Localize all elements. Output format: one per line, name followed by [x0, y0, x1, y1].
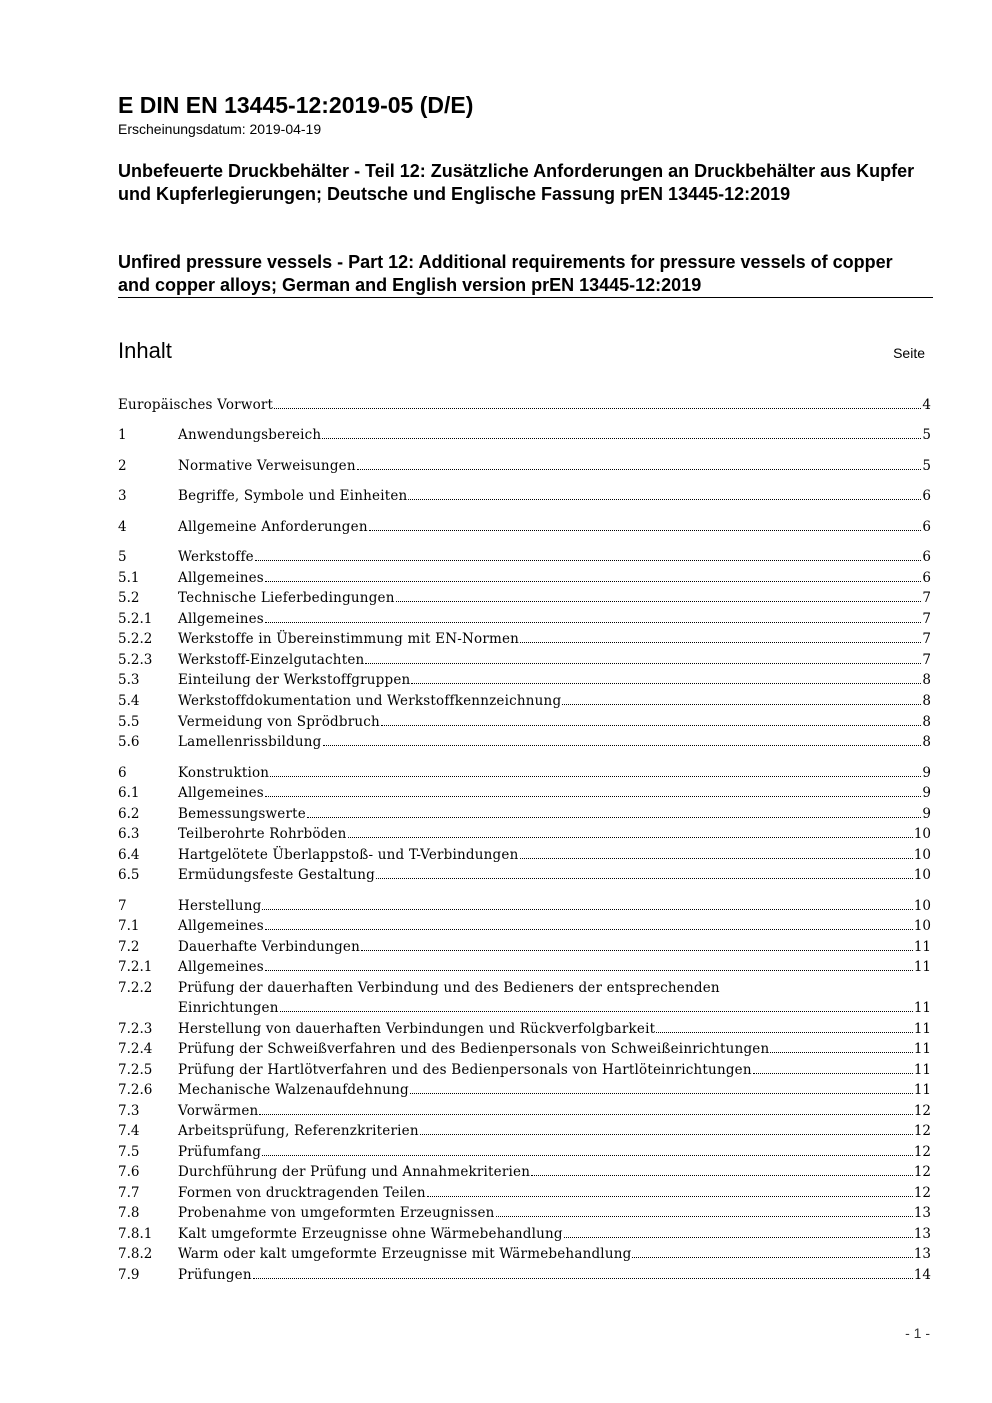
toc-entry-page: 7	[922, 631, 931, 647]
toc-leader-dots	[520, 631, 921, 643]
toc-entry-page: 6	[922, 488, 931, 504]
toc-entry-number: 3	[118, 488, 127, 504]
toc-entry-title: Vorwärmen	[178, 1103, 259, 1119]
toc-entry-number: 7.2.1	[118, 959, 153, 975]
toc-entry-title: Europäisches Vorwort	[118, 397, 274, 413]
toc-entry[interactable]	[118, 691, 931, 711]
toc-entry-page: 4	[922, 397, 931, 413]
toc-entry-page: 9	[922, 765, 931, 781]
toc-entry-continuation[interactable]	[118, 998, 931, 1018]
toc-entry[interactable]	[118, 763, 931, 783]
toc-entry-number: 7.1	[118, 918, 140, 934]
toc-entry-title: Herstellung von dauerhaften Verbindungen und Rückverfolgbarkeit	[178, 1021, 656, 1037]
toc-leader-dots	[255, 549, 922, 561]
toc-entry-title: Allgemeines	[178, 959, 264, 975]
toc-leader-dots	[323, 734, 922, 746]
toc-entry-number: 7.8.2	[118, 1246, 153, 1262]
subtitle-german: Unbefeuerte Druckbehälter - Teil 12: Zusätzliche Anforderungen an Druckbehälter aus Kupfer und Kupferlegierungen; Deutsche und Englische Fassung prEN 13445-12:2019	[118, 161, 915, 204]
toc-leader-dots	[376, 867, 913, 879]
toc-entry-page: 8	[922, 672, 931, 688]
subtitle-english: Unfired pressure vessels - Part 12: Additional requirements for pressure vessels of copper and copper alloys; German and English version prEN 13445-12:2019	[118, 252, 893, 295]
toc-entry-page: 10	[913, 918, 931, 934]
toc-leader-dots	[253, 1267, 913, 1279]
toc-entry-title: Begriffe, Symbole und Einheiten	[178, 488, 408, 504]
toc-entry-title: Arbeitsprüfung, Referenzkriterien	[178, 1123, 419, 1139]
toc-entry-number: 7.2	[118, 939, 140, 955]
toc-entry-page: 7	[922, 590, 931, 606]
toc-leader-dots	[322, 427, 921, 439]
toc-leader-dots	[427, 1185, 913, 1197]
toc-entry-title: Formen von drucktragenden Teilen	[178, 1185, 426, 1201]
toc-entry[interactable]	[118, 978, 931, 998]
toc-heading: Inhalt	[118, 338, 172, 363]
toc-leader-dots	[361, 939, 913, 951]
toc-entry[interactable]	[118, 916, 931, 936]
toc-entry-title: Einteilung der Werkstoffgruppen	[178, 672, 411, 688]
toc-entry-page: 12	[913, 1123, 931, 1139]
toc-entry-title: Probenahme von umgeformten Erzeugnissen	[178, 1205, 495, 1221]
toc-leader-dots	[265, 570, 921, 582]
toc-entry-number: 7.7	[118, 1185, 140, 1201]
toc-entry-number: 6.3	[118, 826, 140, 842]
toc-entry-page: 13	[913, 1226, 931, 1242]
toc-entry-page: 11	[913, 959, 931, 975]
toc-entry-number: 7.2.4	[118, 1041, 153, 1057]
toc-entry-number: 7.2.2	[118, 980, 153, 996]
toc-leader-dots	[381, 714, 921, 726]
toc-leader-dots	[420, 1123, 913, 1135]
toc-entry[interactable]	[118, 547, 931, 567]
toc-entry-title: Normative Verweisungen	[178, 458, 356, 474]
toc-entry-page: 9	[922, 806, 931, 822]
toc-entry-number: 7.2.3	[118, 1021, 153, 1037]
toc-entry-number: 5.2	[118, 590, 140, 606]
toc-entry-title-continuation: Einrichtungen	[178, 1000, 279, 1016]
toc-leader-dots	[531, 1164, 913, 1176]
toc-leader-dots	[365, 652, 921, 664]
toc-entry[interactable]	[118, 783, 931, 803]
toc-entry-page: 8	[922, 693, 931, 709]
toc-entry-number: 4	[118, 519, 127, 535]
toc-entry-title: Herstellung	[178, 898, 262, 914]
toc-entry-title: Anwendungsbereich	[178, 427, 322, 443]
toc-entry[interactable]	[118, 395, 931, 415]
toc-entry[interactable]	[118, 670, 931, 690]
toc-entry-title: Ermüdungsfeste Gestaltung	[178, 867, 375, 883]
toc-entry-title: Prüfung der dauerhaften Verbindung und des Bedieners der entsprechenden	[178, 980, 720, 996]
toc-entry-title: Allgemeine Anforderungen	[178, 519, 368, 535]
publication-date: Erscheinungsdatum: 2019-04-19	[118, 121, 322, 137]
toc-entry[interactable]	[118, 1265, 931, 1285]
toc-leader-dots	[262, 898, 912, 910]
toc-entry-page: 12	[913, 1185, 931, 1201]
toc-entry-number: 5	[118, 549, 127, 565]
toc-entry[interactable]	[118, 629, 931, 649]
toc-entry-title: Durchführung der Prüfung und Annahmekriterien	[178, 1164, 531, 1180]
toc-leader-dots	[520, 847, 913, 859]
toc-entry-number: 5.3	[118, 672, 140, 688]
toc-entry-number: 7.6	[118, 1164, 140, 1180]
toc-entry-title: Werkstoff-Einzelgutachten	[178, 652, 365, 668]
toc-leader-dots	[411, 672, 921, 684]
toc-entry[interactable]	[118, 845, 931, 865]
toc-entry-page: 12	[913, 1103, 931, 1119]
toc-leader-dots	[632, 1246, 912, 1258]
toc-entry-number: 7.4	[118, 1123, 140, 1139]
toc-entry-page: 12	[913, 1144, 931, 1160]
toc-leader-dots	[770, 1041, 912, 1053]
toc-entry[interactable]	[118, 456, 931, 476]
toc-entry-page: 11	[913, 1062, 931, 1078]
toc-leader-dots	[307, 806, 921, 818]
toc-entry-page: 5	[922, 427, 931, 443]
toc-entry-title: Konstruktion	[178, 765, 270, 781]
toc-leader-dots	[274, 397, 921, 409]
toc-entry[interactable]	[118, 1101, 931, 1121]
toc-entry-page: 5	[922, 458, 931, 474]
toc-entry-page: 7	[922, 611, 931, 627]
toc-leader-dots	[496, 1205, 913, 1217]
toc-entry-page: 11	[913, 1041, 931, 1057]
toc-entry-number: 7.8	[118, 1205, 140, 1221]
toc-entry-page: 8	[922, 714, 931, 730]
toc-entry-title: Lamellenrissbildung	[178, 734, 322, 750]
toc-entry-title: Prüfungen	[178, 1267, 252, 1283]
toc-leader-dots	[357, 458, 922, 470]
toc-entry-title: Prüfung der Hartlötverfahren und des Bedienpersonals von Hartlöteinrichtungen	[178, 1062, 752, 1078]
toc-entry[interactable]	[118, 712, 931, 732]
toc-entry[interactable]	[118, 1060, 931, 1080]
toc-entry[interactable]	[118, 1183, 931, 1203]
toc-entry-title: Teilberohrte Rohrböden	[178, 826, 347, 842]
page-number: - 1 -	[905, 1325, 930, 1341]
toc-entry-number: 5.5	[118, 714, 140, 730]
toc-entry[interactable]	[118, 957, 931, 977]
toc-entry-number: 7.9	[118, 1267, 140, 1283]
toc-leader-dots	[265, 959, 913, 971]
toc-entry-page: 10	[913, 898, 931, 914]
toc-entry-title: Dauerhafte Verbindungen	[178, 939, 361, 955]
toc-leader-dots	[410, 1082, 913, 1094]
toc-leader-dots	[270, 765, 921, 777]
toc-entry-page: 11	[913, 1021, 931, 1037]
toc-leader-dots	[369, 519, 922, 531]
toc-entry-number: 6	[118, 765, 127, 781]
toc-leader-dots	[408, 488, 921, 500]
toc-entry[interactable]	[118, 824, 931, 844]
toc-entry-number: 5.2.3	[118, 652, 153, 668]
toc-entry-page: 11	[913, 1082, 931, 1098]
toc-entry-number: 5.1	[118, 570, 140, 586]
toc-entry-number: 5.2.2	[118, 631, 153, 647]
toc-entry-title: Technische Lieferbedingungen	[178, 590, 395, 606]
toc-leader-dots	[753, 1062, 913, 1074]
toc-entry[interactable]	[118, 865, 931, 885]
toc-leader-dots	[348, 826, 913, 838]
toc-entry-page: 6	[922, 519, 931, 535]
toc-entry-page: 10	[913, 826, 931, 842]
toc-entry[interactable]	[118, 1162, 931, 1182]
toc-entry[interactable]	[118, 1224, 931, 1244]
toc-entry-page: 7	[922, 652, 931, 668]
toc-entry-title: Werkstoffe in Übereinstimmung mit EN-Normen	[178, 631, 520, 647]
toc-entry-number: 7.2.5	[118, 1062, 153, 1078]
document-title: E DIN EN 13445-12:2019-05 (D/E)	[118, 92, 474, 118]
toc-entry-number: 2	[118, 458, 127, 474]
toc-entry-number: 7.5	[118, 1144, 140, 1160]
toc-entry-page: 14	[913, 1267, 931, 1283]
toc-entry-number: 5.6	[118, 734, 140, 750]
toc-entry-page: 10	[913, 867, 931, 883]
toc-leader-dots	[265, 918, 913, 930]
toc-entry[interactable]	[118, 732, 931, 752]
toc-entry[interactable]	[118, 486, 931, 506]
toc-entry[interactable]	[118, 1080, 931, 1100]
toc-leader-dots	[259, 1103, 912, 1115]
toc-entry-title: Allgemeines	[178, 918, 264, 934]
toc-entry-title: Hartgelötete Überlappstoß- und T-Verbindungen	[178, 847, 519, 863]
toc-entry-title: Kalt umgeformte Erzeugnisse ohne Wärmebehandlung	[178, 1226, 563, 1242]
toc-entry-page: 13	[913, 1205, 931, 1221]
table-of-contents	[118, 0, 931, 1403]
toc-entry-number: 7.3	[118, 1103, 140, 1119]
toc-entry[interactable]	[118, 1039, 931, 1059]
toc-entry-title: Prüfung der Schweißverfahren und des Bedienpersonals von Schweißeinrichtungen	[178, 1041, 770, 1057]
toc-entry-number: 5.2.1	[118, 611, 153, 627]
toc-entry-title: Prüfumfang	[178, 1144, 262, 1160]
toc-entry-page: 6	[922, 549, 931, 565]
toc-leader-dots	[280, 1000, 913, 1012]
toc-entry[interactable]	[118, 1142, 931, 1162]
toc-entry-page: 9	[922, 785, 931, 801]
toc-leader-dots	[562, 693, 921, 705]
toc-entry[interactable]	[118, 1244, 931, 1264]
toc-entry-number: 1	[118, 427, 127, 443]
toc-leader-dots	[396, 590, 922, 602]
toc-entry[interactable]	[118, 1019, 931, 1039]
toc-entry-number: 6.4	[118, 847, 140, 863]
toc-entry[interactable]	[118, 1203, 931, 1223]
toc-entry-page: 6	[922, 570, 931, 586]
toc-entry-page: 11	[913, 939, 931, 955]
toc-entry-title: Werkstoffdokumentation und Werkstoffkennzeichnung	[178, 693, 562, 709]
toc-entry-title: Vermeidung von Sprödbruch	[178, 714, 380, 730]
toc-entry[interactable]	[118, 650, 931, 670]
toc-entry[interactable]	[118, 1121, 931, 1141]
toc-entry[interactable]	[118, 425, 931, 445]
toc-entry-number: 5.4	[118, 693, 140, 709]
toc-page-column-label: Seite	[893, 345, 925, 361]
toc-entry-title: Warm oder kalt umgeformte Erzeugnisse mit Wärmebehandlung	[178, 1246, 632, 1262]
toc-entry-title: Mechanische Walzenaufdehnung	[178, 1082, 409, 1098]
toc-entry-number: 6.2	[118, 806, 140, 822]
toc-entry-title: Bemessungswerte	[178, 806, 306, 822]
toc-entry[interactable]	[118, 804, 931, 824]
toc-entry[interactable]	[118, 609, 931, 629]
toc-entry-number: 7.8.1	[118, 1226, 153, 1242]
toc-entry[interactable]	[118, 588, 931, 608]
toc-entry-title: Allgemeines	[178, 785, 264, 801]
toc-leader-dots	[656, 1021, 913, 1033]
toc-entry-number: 7	[118, 898, 127, 914]
toc-entry[interactable]	[118, 517, 931, 537]
toc-entry-page: 11	[913, 1000, 931, 1016]
toc-entry-title: Werkstoffe	[178, 549, 254, 565]
toc-leader-dots	[265, 611, 921, 623]
toc-entry-page: 8	[922, 734, 931, 750]
toc-entry-number: 6.5	[118, 867, 140, 883]
toc-leader-dots	[265, 785, 921, 797]
toc-entry-number: 7.2.6	[118, 1082, 153, 1098]
toc-entry[interactable]	[118, 896, 931, 916]
toc-leader-dots	[262, 1144, 913, 1156]
toc-entry[interactable]	[118, 937, 931, 957]
toc-entry-title: Allgemeines	[178, 570, 264, 586]
toc-entry[interactable]	[118, 568, 931, 588]
toc-entry-title: Allgemeines	[178, 611, 264, 627]
toc-entry-page: 12	[913, 1164, 931, 1180]
toc-leader-dots	[564, 1226, 913, 1238]
toc-entry-page: 13	[913, 1246, 931, 1262]
toc-entry-number: 6.1	[118, 785, 140, 801]
toc-entry-page: 10	[913, 847, 931, 863]
